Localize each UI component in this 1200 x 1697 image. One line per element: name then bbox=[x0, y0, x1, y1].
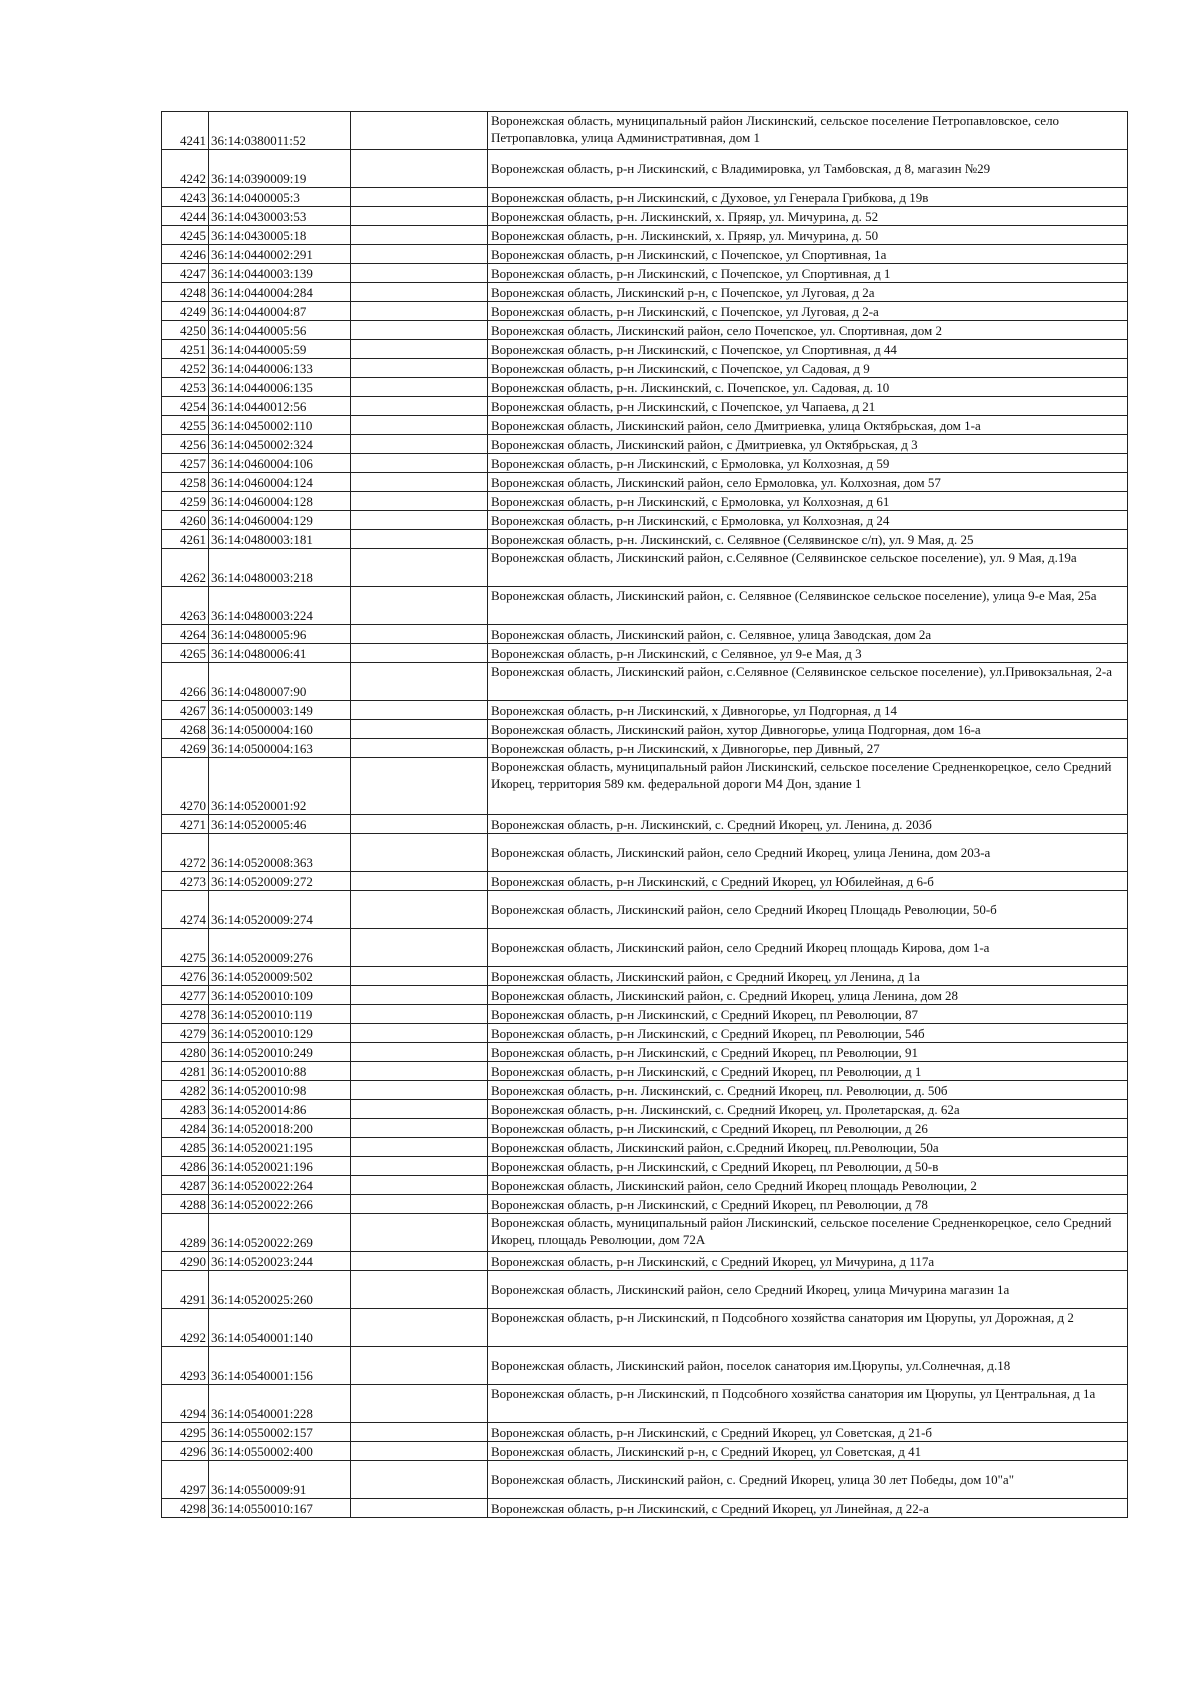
row-number: 4254 bbox=[162, 397, 209, 416]
table-row bbox=[162, 758, 1128, 815]
empty-cell bbox=[351, 815, 488, 834]
table-row bbox=[162, 834, 1128, 872]
address: Воронежская область, муниципальный район Лискинский, сельское поселение Средненкорецкое, село Средний Икорец, территория 589 км. федеральной дороги М4 Дон, здание 1 bbox=[488, 758, 1128, 815]
empty-cell bbox=[351, 1499, 488, 1518]
cadastral-number: 36:14:0520009:276 bbox=[209, 929, 351, 967]
row-number: 4289 bbox=[162, 1214, 209, 1252]
row-number: 4297 bbox=[162, 1461, 209, 1499]
table-row bbox=[162, 188, 1128, 207]
empty-cell bbox=[351, 644, 488, 663]
row-number: 4287 bbox=[162, 1176, 209, 1195]
table-row bbox=[162, 1157, 1128, 1176]
cadastral-number: 36:14:0460004:124 bbox=[209, 473, 351, 492]
table-row bbox=[162, 492, 1128, 511]
address: Воронежская область, р-н. Лискинский, с. Средний Икорец, ул. Ленина, д. 203б bbox=[488, 815, 1128, 834]
address: Воронежская область, р-н Лискинский, с Средний Икорец, пл Революции, д 26 bbox=[488, 1119, 1128, 1138]
cadastral-number: 36:14:0480006:41 bbox=[209, 644, 351, 663]
cadastral-number: 36:14:0520010:129 bbox=[209, 1024, 351, 1043]
table-row bbox=[162, 891, 1128, 929]
row-number: 4243 bbox=[162, 188, 209, 207]
address: Воронежская область, Лискинский район, с. Селявное (Селявинское сельское поселение), улица 9-е Мая, 25а bbox=[488, 587, 1128, 625]
table-row bbox=[162, 663, 1128, 701]
cadastral-number: 36:14:0520022:264 bbox=[209, 1176, 351, 1195]
row-number: 4280 bbox=[162, 1043, 209, 1062]
row-number: 4245 bbox=[162, 226, 209, 245]
empty-cell bbox=[351, 663, 488, 701]
empty-cell bbox=[351, 1271, 488, 1309]
address: Воронежская область, р-н Лискинский, с Ермоловка, ул Колхозная, д 59 bbox=[488, 454, 1128, 473]
address: Воронежская область, р-н Лискинский, с Почепское, ул Спортивная, д 1 bbox=[488, 264, 1128, 283]
table-row bbox=[162, 1385, 1128, 1423]
row-number: 4277 bbox=[162, 986, 209, 1005]
table-row bbox=[162, 397, 1128, 416]
row-number: 4246 bbox=[162, 245, 209, 264]
empty-cell bbox=[351, 321, 488, 340]
address: Воронежская область, р-н. Лискинский, с. Селявное (Селявинское с/п), ул. 9 Мая, д. 25 bbox=[488, 530, 1128, 549]
empty-cell bbox=[351, 150, 488, 188]
empty-cell bbox=[351, 1385, 488, 1423]
row-number: 4262 bbox=[162, 549, 209, 587]
empty-cell bbox=[351, 397, 488, 416]
table-row bbox=[162, 1252, 1128, 1271]
table-row bbox=[162, 549, 1128, 587]
cadastral-number: 36:14:0500004:163 bbox=[209, 739, 351, 758]
row-number: 4281 bbox=[162, 1062, 209, 1081]
row-number: 4257 bbox=[162, 454, 209, 473]
table-row bbox=[162, 226, 1128, 245]
table-row bbox=[162, 340, 1128, 359]
address: Воронежская область, Лискинский район, с.Селявное (Селявинское сельское поселение), ул. 9 Мая, д.19а bbox=[488, 549, 1128, 587]
cadastral-number: 36:14:0400005:3 bbox=[209, 188, 351, 207]
empty-cell bbox=[351, 1252, 488, 1271]
cadastral-number: 36:14:0480003:181 bbox=[209, 530, 351, 549]
address: Воронежская область, Лискинский район, село Почепское, ул. Спортивная, дом 2 bbox=[488, 321, 1128, 340]
table-row bbox=[162, 701, 1128, 720]
row-number: 4264 bbox=[162, 625, 209, 644]
table-row bbox=[162, 625, 1128, 644]
cadastral-number: 36:14:0520010:109 bbox=[209, 986, 351, 1005]
row-number: 4282 bbox=[162, 1081, 209, 1100]
row-number: 4267 bbox=[162, 701, 209, 720]
empty-cell bbox=[351, 758, 488, 815]
address: Воронежская область, Лискинский район, село Средний Икорец, улица Ленина, дом 203-а bbox=[488, 834, 1128, 872]
cadastral-number: 36:14:0460004:128 bbox=[209, 492, 351, 511]
table-row bbox=[162, 473, 1128, 492]
address: Воронежская область, муниципальный район Лискинский, сельское поселение Средненкорецкое, село Средний Икорец, площадь Революции, дом 72А bbox=[488, 1214, 1128, 1252]
table-row bbox=[162, 1442, 1128, 1461]
table-body bbox=[162, 112, 1128, 1518]
table-row bbox=[162, 359, 1128, 378]
cadastral-number: 36:14:0520005:46 bbox=[209, 815, 351, 834]
table-row bbox=[162, 302, 1128, 321]
address: Воронежская область, р-н Лискинский, с Селявное, ул 9-е Мая, д 3 bbox=[488, 644, 1128, 663]
table-row bbox=[162, 815, 1128, 834]
address: Воронежская область, р-н Лискинский, с Средний Икорец, ул Советская, д 21-б bbox=[488, 1423, 1128, 1442]
address: Воронежская область, р-н Лискинский, с Владимировка, ул Тамбовская, д 8, магазин №29 bbox=[488, 150, 1128, 188]
row-number: 4247 bbox=[162, 264, 209, 283]
table-row bbox=[162, 511, 1128, 530]
table-row bbox=[162, 283, 1128, 302]
address: Воронежская область, р-н Лискинский, с Средний Икорец, ул Линейная, д 22-а bbox=[488, 1499, 1128, 1518]
empty-cell bbox=[351, 587, 488, 625]
row-number: 4285 bbox=[162, 1138, 209, 1157]
empty-cell bbox=[351, 701, 488, 720]
row-number: 4248 bbox=[162, 283, 209, 302]
cadastral-number: 36:14:0520010:88 bbox=[209, 1062, 351, 1081]
table-row bbox=[162, 1119, 1128, 1138]
address: Воронежская область, р-н Лискинский, с Почепское, ул Луговая, д 2-а bbox=[488, 302, 1128, 321]
cadastral-number: 36:14:0540001:156 bbox=[209, 1347, 351, 1385]
address: Воронежская область, р-н Лискинский, с Средний Икорец, пл Революции, 91 bbox=[488, 1043, 1128, 1062]
address: Воронежская область, р-н Лискинский, с Средний Икорец, пл Революции, д 1 bbox=[488, 1062, 1128, 1081]
table-row bbox=[162, 1005, 1128, 1024]
empty-cell bbox=[351, 1119, 488, 1138]
table-row bbox=[162, 454, 1128, 473]
address: Воронежская область, р-н Лискинский, с Почепское, ул Чапаева, д 21 bbox=[488, 397, 1128, 416]
row-number: 4276 bbox=[162, 967, 209, 986]
table-row bbox=[162, 1423, 1128, 1442]
empty-cell bbox=[351, 872, 488, 891]
row-number: 4256 bbox=[162, 435, 209, 454]
address: Воронежская область, Лискинский район, с Дмитриевка, ул Октябрьская, д 3 bbox=[488, 435, 1128, 454]
row-number: 4253 bbox=[162, 378, 209, 397]
cadastral-number: 36:14:0520014:86 bbox=[209, 1100, 351, 1119]
address: Воронежская область, р-н Лискинский, с Ермоловка, ул Колхозная, д 24 bbox=[488, 511, 1128, 530]
row-number: 4263 bbox=[162, 587, 209, 625]
address: Воронежская область, Лискинский район, село Средний Икорец Площадь Революции, 50-б bbox=[488, 891, 1128, 929]
address: Воронежская область, Лискинский район, с Средний Икорец, ул Ленина, д 1а bbox=[488, 967, 1128, 986]
cadastral-number: 36:14:0520010:119 bbox=[209, 1005, 351, 1024]
table-row bbox=[162, 1195, 1128, 1214]
row-number: 4252 bbox=[162, 359, 209, 378]
table-row bbox=[162, 245, 1128, 264]
empty-cell bbox=[351, 530, 488, 549]
cadastral-number: 36:14:0500004:160 bbox=[209, 720, 351, 739]
empty-cell bbox=[351, 1100, 488, 1119]
table-row bbox=[162, 416, 1128, 435]
address: Воронежская область, р-н. Лискинский, с. Почепское, ул. Садовая, д. 10 bbox=[488, 378, 1128, 397]
table-row bbox=[162, 872, 1128, 891]
table-row bbox=[162, 587, 1128, 625]
address: Воронежская область, р-н Лискинский, с Средний Икорец, пл Революции, 54б bbox=[488, 1024, 1128, 1043]
table-row bbox=[162, 1461, 1128, 1499]
table-row bbox=[162, 1214, 1128, 1252]
empty-cell bbox=[351, 720, 488, 739]
row-number: 4251 bbox=[162, 340, 209, 359]
row-number: 4272 bbox=[162, 834, 209, 872]
empty-cell bbox=[351, 283, 488, 302]
cadastral-number: 36:14:0440006:135 bbox=[209, 378, 351, 397]
row-number: 4269 bbox=[162, 739, 209, 758]
row-number: 4288 bbox=[162, 1195, 209, 1214]
empty-cell bbox=[351, 929, 488, 967]
cadastral-number: 36:14:0450002:324 bbox=[209, 435, 351, 454]
cadastral-number: 36:14:0520009:502 bbox=[209, 967, 351, 986]
row-number: 4258 bbox=[162, 473, 209, 492]
address: Воронежская область, Лискинский район, село Средний Икорец, улица Мичурина магазин 1а bbox=[488, 1271, 1128, 1309]
empty-cell bbox=[351, 245, 488, 264]
row-number: 4249 bbox=[162, 302, 209, 321]
empty-cell bbox=[351, 188, 488, 207]
cadastral-number: 36:14:0480007:90 bbox=[209, 663, 351, 701]
row-number: 4291 bbox=[162, 1271, 209, 1309]
address: Воронежская область, р-н Лискинский, с Средний Икорец, ул Юбилейная, д 6-б bbox=[488, 872, 1128, 891]
empty-cell bbox=[351, 359, 488, 378]
empty-cell bbox=[351, 435, 488, 454]
table-row bbox=[162, 1271, 1128, 1309]
table-row bbox=[162, 1062, 1128, 1081]
cadastral-number: 36:14:0390009:19 bbox=[209, 150, 351, 188]
table-row bbox=[162, 720, 1128, 739]
address: Воронежская область, р-н Лискинский, с Почепское, ул Садовая, д 9 bbox=[488, 359, 1128, 378]
empty-cell bbox=[351, 112, 488, 150]
address: Воронежская область, р-н Лискинский, п Подсобного хозяйства санатория им Цюрупы, ул Центральная, д 1а bbox=[488, 1385, 1128, 1423]
cadastral-number: 36:14:0550002:400 bbox=[209, 1442, 351, 1461]
empty-cell bbox=[351, 739, 488, 758]
cadastral-number: 36:14:0440012:56 bbox=[209, 397, 351, 416]
table-row bbox=[162, 1043, 1128, 1062]
empty-cell bbox=[351, 473, 488, 492]
table-row bbox=[162, 207, 1128, 226]
address: Воронежская область, Лискинский район, село Ермоловка, ул. Колхозная, дом 57 bbox=[488, 473, 1128, 492]
address: Воронежская область, р-н. Лискинский, с. Средний Икорец, пл. Революции, д. 50б bbox=[488, 1081, 1128, 1100]
row-number: 4270 bbox=[162, 758, 209, 815]
address: Воронежская область, Лискинский район, с.Селявное (Селявинское сельское поселение), ул.Привокзальная, 2-а bbox=[488, 663, 1128, 701]
row-number: 4274 bbox=[162, 891, 209, 929]
address: Воронежская область, р-н Лискинский, с Почепское, ул Спортивная, 1а bbox=[488, 245, 1128, 264]
table-row bbox=[162, 929, 1128, 967]
address: Воронежская область, р-н Лискинский, с Средний Икорец, пл Революции, 87 bbox=[488, 1005, 1128, 1024]
cadastral-number: 36:14:0550010:167 bbox=[209, 1499, 351, 1518]
cadastral-number: 36:14:0520009:274 bbox=[209, 891, 351, 929]
empty-cell bbox=[351, 302, 488, 321]
empty-cell bbox=[351, 207, 488, 226]
cadastral-number: 36:14:0550002:157 bbox=[209, 1423, 351, 1442]
cadastral-number: 36:14:0520021:195 bbox=[209, 1138, 351, 1157]
row-number: 4259 bbox=[162, 492, 209, 511]
cadastral-number: 36:14:0520018:200 bbox=[209, 1119, 351, 1138]
row-number: 4271 bbox=[162, 815, 209, 834]
empty-cell bbox=[351, 986, 488, 1005]
row-number: 4286 bbox=[162, 1157, 209, 1176]
cadastral-number: 36:14:0520021:196 bbox=[209, 1157, 351, 1176]
row-number: 4250 bbox=[162, 321, 209, 340]
table-row bbox=[162, 1176, 1128, 1195]
empty-cell bbox=[351, 1214, 488, 1252]
table-row bbox=[162, 1100, 1128, 1119]
cadastral-number: 36:14:0440005:56 bbox=[209, 321, 351, 340]
empty-cell bbox=[351, 549, 488, 587]
address: Воронежская область, р-н Лискинский, с Почепское, ул Спортивная, д 44 bbox=[488, 340, 1128, 359]
empty-cell bbox=[351, 1423, 488, 1442]
cadastral-number: 36:14:0440005:59 bbox=[209, 340, 351, 359]
cadastral-number: 36:14:0520022:266 bbox=[209, 1195, 351, 1214]
row-number: 4255 bbox=[162, 416, 209, 435]
row-number: 4284 bbox=[162, 1119, 209, 1138]
address: Воронежская область, Лискинский район, с. Средний Икорец, улица 30 лет Победы, дом 10"а" bbox=[488, 1461, 1128, 1499]
row-number: 4295 bbox=[162, 1423, 209, 1442]
empty-cell bbox=[351, 340, 488, 359]
row-number: 4241 bbox=[162, 112, 209, 150]
address: Воронежская область, Лискинский район, поселок санатория им.Цюрупы, ул.Солнечная, д.18 bbox=[488, 1347, 1128, 1385]
row-number: 4242 bbox=[162, 150, 209, 188]
table-row bbox=[162, 986, 1128, 1005]
row-number: 4292 bbox=[162, 1309, 209, 1347]
cadastral-number: 36:14:0440004:87 bbox=[209, 302, 351, 321]
cadastral-number: 36:14:0430005:18 bbox=[209, 226, 351, 245]
table-row bbox=[162, 1024, 1128, 1043]
cadastral-number: 36:14:0520008:363 bbox=[209, 834, 351, 872]
row-number: 4278 bbox=[162, 1005, 209, 1024]
cadastral-number: 36:14:0440003:139 bbox=[209, 264, 351, 283]
cadastral-number: 36:14:0480005:96 bbox=[209, 625, 351, 644]
cadastral-number: 36:14:0430003:53 bbox=[209, 207, 351, 226]
table-row bbox=[162, 321, 1128, 340]
cadastral-number: 36:14:0480003:218 bbox=[209, 549, 351, 587]
row-number: 4279 bbox=[162, 1024, 209, 1043]
empty-cell bbox=[351, 416, 488, 435]
empty-cell bbox=[351, 1024, 488, 1043]
address: Воронежская область, р-н Лискинский, с Ермоловка, ул Колхозная, д 61 bbox=[488, 492, 1128, 511]
address: Воронежская область, Лискинский район, село Средний Икорец площадь Революции, 2 bbox=[488, 1176, 1128, 1195]
row-number: 4261 bbox=[162, 530, 209, 549]
table-row bbox=[162, 644, 1128, 663]
address: Воронежская область, р-н Лискинский, с Средний Икорец, пл Революции, д 50-в bbox=[488, 1157, 1128, 1176]
cadastral-number: 36:14:0520009:272 bbox=[209, 872, 351, 891]
cadastral-number: 36:14:0380011:52 bbox=[209, 112, 351, 150]
register-sheet bbox=[161, 111, 1127, 1518]
address: Воронежская область, Лискинский район, село Дмитриевка, улица Октябрьская, дом 1-а bbox=[488, 416, 1128, 435]
address: Воронежская область, р-н Лискинский, с Средний Икорец, ул Мичурина, д 117а bbox=[488, 1252, 1128, 1271]
empty-cell bbox=[351, 967, 488, 986]
row-number: 4283 bbox=[162, 1100, 209, 1119]
address: Воронежская область, Лискинский район, село Средний Икорец площадь Кирова, дом 1-а bbox=[488, 929, 1128, 967]
cadastral-number: 36:14:0520010:98 bbox=[209, 1081, 351, 1100]
row-number: 4244 bbox=[162, 207, 209, 226]
empty-cell bbox=[351, 492, 488, 511]
cadastral-number: 36:14:0540001:140 bbox=[209, 1309, 351, 1347]
address: Воронежская область, р-н Лискинский, х Дивногорье, пер Дивный, 27 bbox=[488, 739, 1128, 758]
table-row bbox=[162, 435, 1128, 454]
cadastral-number: 36:14:0550009:91 bbox=[209, 1461, 351, 1499]
address: Воронежская область, р-н. Лискинский, х. Пряяр, ул. Мичурина, д. 52 bbox=[488, 207, 1128, 226]
address: Воронежская область, р-н Лискинский, п Подсобного хозяйства санатория им Цюрупы, ул Дорожная, д 2 bbox=[488, 1309, 1128, 1347]
row-number: 4268 bbox=[162, 720, 209, 739]
empty-cell bbox=[351, 1309, 488, 1347]
cadastral-number: 36:14:0460004:129 bbox=[209, 511, 351, 530]
empty-cell bbox=[351, 1138, 488, 1157]
row-number: 4293 bbox=[162, 1347, 209, 1385]
table-row bbox=[162, 1309, 1128, 1347]
cadastral-number: 36:14:0520022:269 bbox=[209, 1214, 351, 1252]
empty-cell bbox=[351, 1176, 488, 1195]
empty-cell bbox=[351, 378, 488, 397]
empty-cell bbox=[351, 1347, 488, 1385]
cadastral-number: 36:14:0480003:224 bbox=[209, 587, 351, 625]
empty-cell bbox=[351, 1442, 488, 1461]
empty-cell bbox=[351, 1043, 488, 1062]
address: Воронежская область, Лискинский район, с.Средний Икорец, пл.Революции, 50а bbox=[488, 1138, 1128, 1157]
empty-cell bbox=[351, 1081, 488, 1100]
address: Воронежская область, р-н Лискинский, х Дивногорье, ул Подгорная, д 14 bbox=[488, 701, 1128, 720]
cadastral-number: 36:14:0440002:291 bbox=[209, 245, 351, 264]
empty-cell bbox=[351, 226, 488, 245]
table-row bbox=[162, 739, 1128, 758]
cadastral-number: 36:14:0450002:110 bbox=[209, 416, 351, 435]
row-number: 4296 bbox=[162, 1442, 209, 1461]
row-number: 4266 bbox=[162, 663, 209, 701]
empty-cell bbox=[351, 511, 488, 530]
address: Воронежская область, Лискинский район, хутор Дивногорье, улица Подгорная, дом 16-а bbox=[488, 720, 1128, 739]
cadastral-number: 36:14:0520023:244 bbox=[209, 1252, 351, 1271]
empty-cell bbox=[351, 1461, 488, 1499]
empty-cell bbox=[351, 625, 488, 644]
empty-cell bbox=[351, 454, 488, 473]
address: Воронежская область, р-н. Лискинский, х. Пряяр, ул. Мичурина, д. 50 bbox=[488, 226, 1128, 245]
cadastral-number: 36:14:0540001:228 bbox=[209, 1385, 351, 1423]
table-row bbox=[162, 1347, 1128, 1385]
row-number: 4290 bbox=[162, 1252, 209, 1271]
empty-cell bbox=[351, 1195, 488, 1214]
table-row bbox=[162, 1499, 1128, 1518]
address: Воронежская область, Лискинский р-н, с Средний Икорец, ул Советская, д 41 bbox=[488, 1442, 1128, 1461]
table-row bbox=[162, 150, 1128, 188]
row-number: 4260 bbox=[162, 511, 209, 530]
empty-cell bbox=[351, 1005, 488, 1024]
address: Воронежская область, р-н Лискинский, с Духовое, ул Генерала Грибкова, д 19в bbox=[488, 188, 1128, 207]
cadastral-number: 36:14:0460004:106 bbox=[209, 454, 351, 473]
table-row bbox=[162, 967, 1128, 986]
table-row bbox=[162, 530, 1128, 549]
row-number: 4273 bbox=[162, 872, 209, 891]
address: Воронежская область, Лискинский р-н, с Почепское, ул Луговая, д 2а bbox=[488, 283, 1128, 302]
empty-cell bbox=[351, 834, 488, 872]
cadastral-number: 36:14:0520025:260 bbox=[209, 1271, 351, 1309]
empty-cell bbox=[351, 891, 488, 929]
address: Воронежская область, Лискинский район, с. Средний Икорец, улица Ленина, дом 28 bbox=[488, 986, 1128, 1005]
row-number: 4294 bbox=[162, 1385, 209, 1423]
address: Воронежская область, р-н Лискинский, с Средний Икорец, пл Революции, д 78 bbox=[488, 1195, 1128, 1214]
cadastral-number: 36:14:0520001:92 bbox=[209, 758, 351, 815]
row-number: 4265 bbox=[162, 644, 209, 663]
address: Воронежская область, Лискинский район, с. Селявное, улица Заводская, дом 2а bbox=[488, 625, 1128, 644]
empty-cell bbox=[351, 1062, 488, 1081]
empty-cell bbox=[351, 1157, 488, 1176]
row-number: 4298 bbox=[162, 1499, 209, 1518]
table-row bbox=[162, 1081, 1128, 1100]
property-table bbox=[161, 111, 1128, 1518]
row-number: 4275 bbox=[162, 929, 209, 967]
table-row bbox=[162, 1138, 1128, 1157]
address: Воронежская область, р-н. Лискинский, с. Средний Икорец, ул. Пролетарская, д. 62а bbox=[488, 1100, 1128, 1119]
cadastral-number: 36:14:0500003:149 bbox=[209, 701, 351, 720]
table-row bbox=[162, 378, 1128, 397]
cadastral-number: 36:14:0520010:249 bbox=[209, 1043, 351, 1062]
address: Воронежская область, муниципальный район Лискинский, сельское поселение Петропавловское, село Петропавловка, улица Административная, дом 1 bbox=[488, 112, 1128, 150]
cadastral-number: 36:14:0440004:284 bbox=[209, 283, 351, 302]
cadastral-number: 36:14:0440006:133 bbox=[209, 359, 351, 378]
table-row bbox=[162, 264, 1128, 283]
empty-cell bbox=[351, 264, 488, 283]
table-row bbox=[162, 112, 1128, 150]
